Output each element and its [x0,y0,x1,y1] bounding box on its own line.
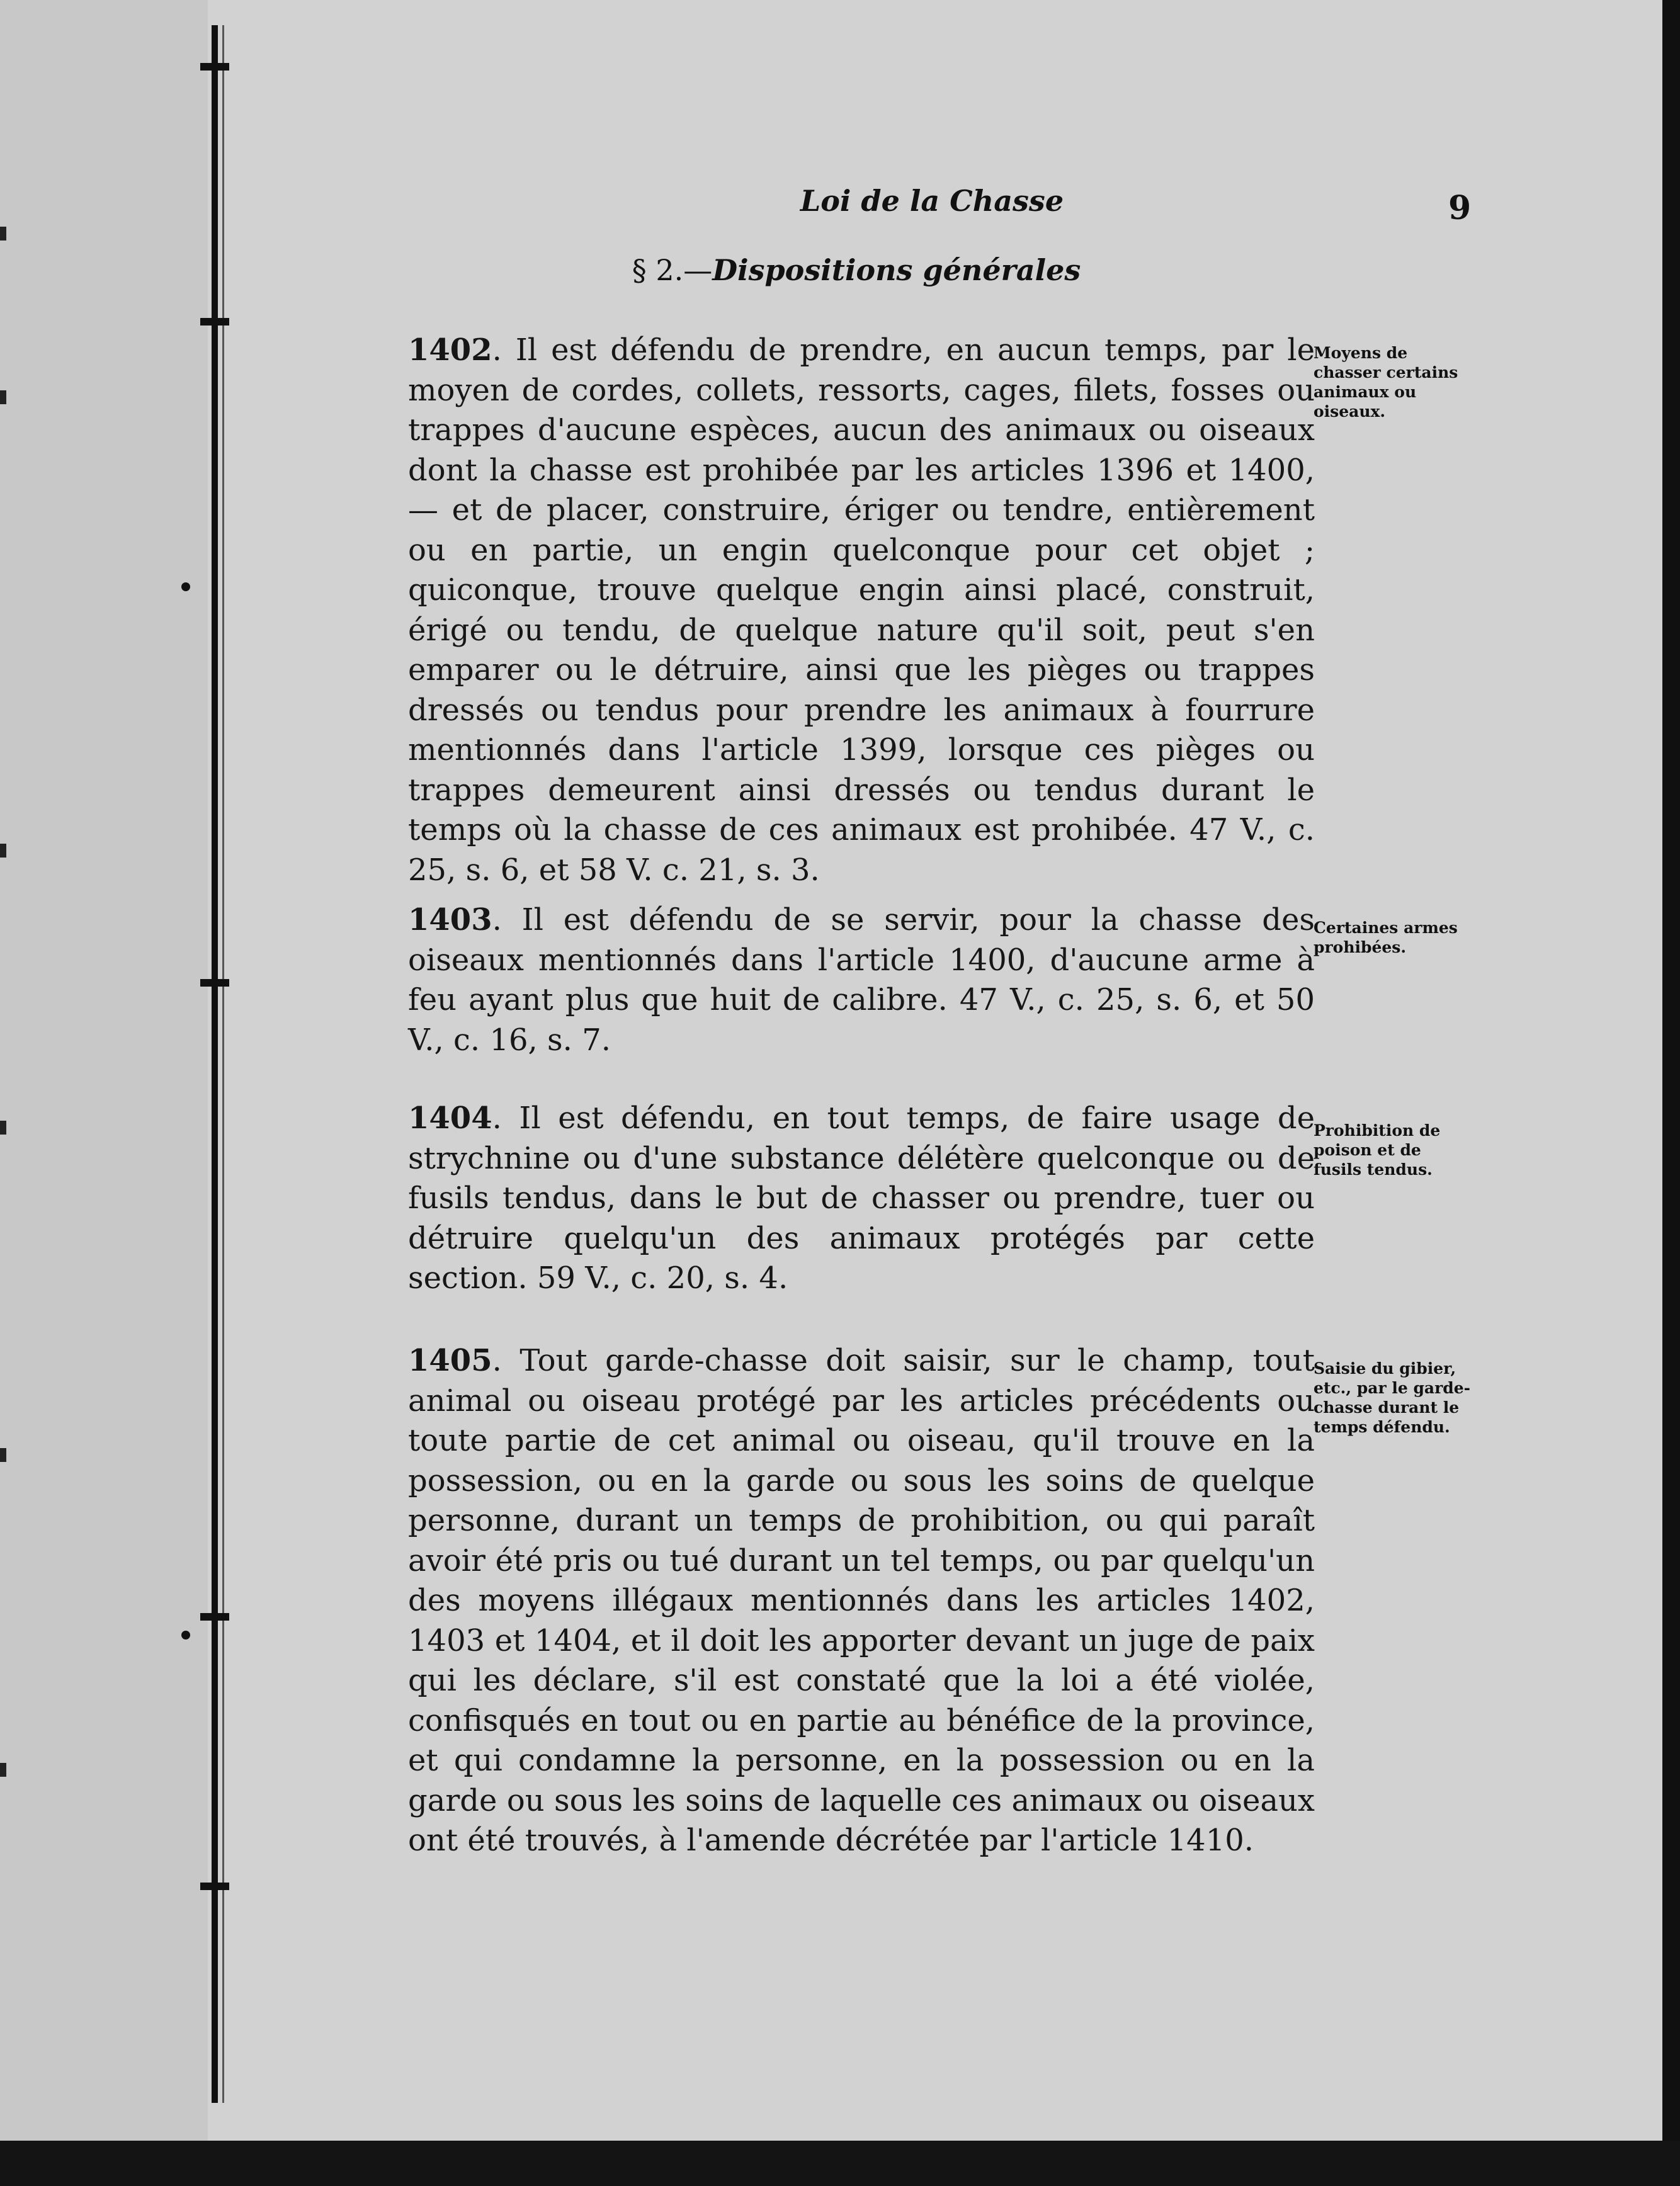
article-number: 1402 [408,332,492,368]
article-1402 [408,331,1315,890]
margin-note: Moyens de chasser certains animaux ou oiseaux. [1314,344,1458,421]
binding-stitch [200,979,229,987]
binding-line [212,25,218,2103]
section-prefix: § 2.— [632,253,713,287]
edge-mark [0,1763,6,1777]
running-title: Loi de la Chasse [800,184,1064,218]
binding-stitch [200,63,229,71]
ink-dot [181,1631,190,1640]
article-number: 1404 [408,1101,492,1136]
article-1403 [408,900,1315,1060]
article-1405 [408,1341,1315,1861]
article-number: 1403 [408,902,492,937]
article-text: . Tout garde-chasse doit saisir, sur le champ, tout animal ou oiseau protégé par les articles précédents ou toute partie de cet animal ou oiseau, qu'il trouve en la possession, ou en la garde ou sous les soins de quelque personne, durant un temps de prohibition, ou qui paraît avoir été pris ou tué durant un tel temps, ou par quelqu'un des moyens illégaux mentionnés dans les articles 1402, 1403 et 1404, et il doit les apporter devant un juge de paix qui les déclare, s'il est constaté que la loi a été violée, confisqués en tout ou en partie au bénéfice de la province, et qui condamne la personne, en la possession ou en la garde ou sous les soins de laquelle ces animaux ou oiseaux ont été trouvés, à l'amende décrétée par l'article 1410. [408,1343,1315,1858]
article-1404 [408,1099,1315,1299]
edge-mark [0,1448,6,1462]
edge-mark [0,1121,6,1135]
margin-note: Certaines armes prohibées. [1314,919,1458,956]
margin-note: Saisie du gibier, etc., par le garde-chasse durant le temps défendu. [1314,1359,1471,1436]
page-number: 9 [1448,189,1472,227]
article-text: . Il est défendu de prendre, en aucun temps, par le moyen de cordes, collets, ressorts, cages, filets, fosses ou trappes d'aucune espèces, aucun des animaux ou oiseaux dont la chasse est prohibée par les articles 1396 et 1400,— et de placer, construire, ériger ou tendre, entièrement ou en partie, un engin quelconque pour cet objet ; quiconque, trouve quelque engin ainsi placé, construit, érigé ou tendu, de quelque nature qu'il soit, peut s'en emparer ou le détruire, ainsi que les pièges ou trappes dressés ou tendus pour prendre les animaux à fourrure mentionnés dans l'article 1399, lorsque ces pièges ou trappes demeurent ainsi dressés ou tendus durant le temps où la chasse de ces animaux est prohibée. 47 V., c. 25, s. 6, et 58 V. c. 21, s. 3. [408,332,1315,888]
ink-dot [181,582,190,591]
article-text: . Il est défendu de se servir, pour la chasse des oiseaux mentionnés dans l'article 1400, d'aucune arme à feu ayant plus que huit de calibre. 47 V., c. 25, s. 6, et 50 V., c. 16, s. 7. [408,902,1315,1058]
article-number: 1405 [408,1343,492,1378]
binding-line-secondary [222,25,224,2103]
page-gutter [0,0,208,2141]
edge-mark [0,844,6,858]
section-heading [630,253,1083,287]
edge-mark [0,227,6,241]
binding-stitch [200,1883,229,1890]
margin-note: Prohibition de poison et de fusils tendus. [1314,1121,1441,1179]
article-text: . Il est défendu, en tout temps, de faire usage de strychnine ou d'une substance délétère quelconque ou de fusils tendus, dans le but de chasser ou prendre, tuer ou détruire quelqu'un des animaux protégés par cette section. 59 V., c. 20, s. 4. [408,1101,1315,1296]
scan-edge-right [1662,0,1680,2186]
edge-mark [0,390,6,404]
scan-edge-bottom [0,2141,1680,2186]
binding-stitch [200,1613,229,1621]
section-title: Dispositions générales [712,253,1081,287]
binding-stitch [200,318,229,326]
